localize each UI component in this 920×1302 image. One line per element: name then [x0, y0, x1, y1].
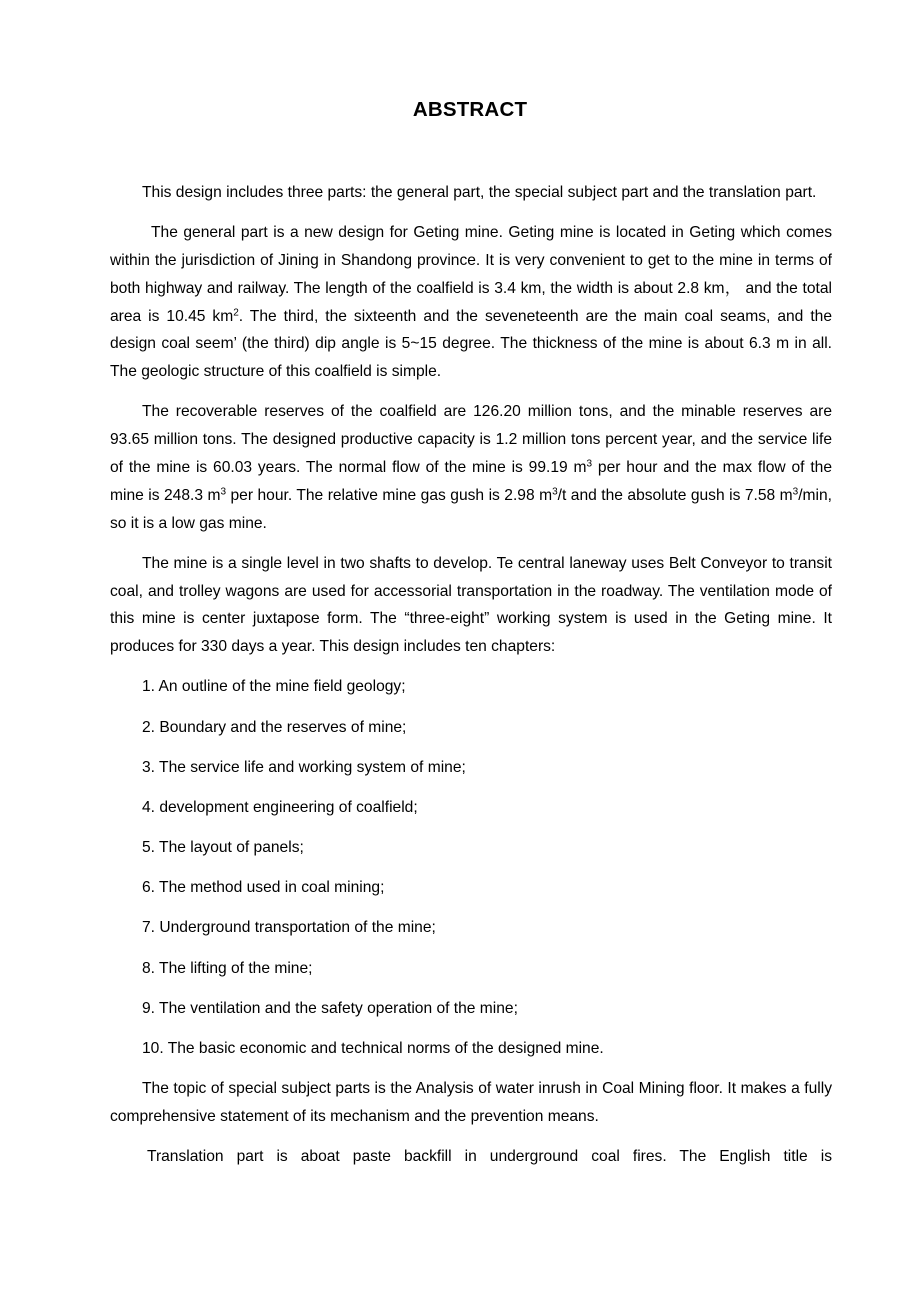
paragraph-reserves-text-a: The recoverable reserves of the coalfield are 126.20 million tons, and the minable reserves are 93.65 million tons. The designed productive capacity is 1.2 million tons percent year, and the service life of the mine is 60.03 years. The normal flow of the mine is 99.19 m [110, 403, 832, 476]
abstract-body [110, 179, 832, 1171]
paragraph-translation-part: Translation part is aboat paste backfill in underground coal fires. The English title is [147, 1148, 832, 1166]
paragraph-general-part [110, 219, 832, 386]
paragraph-reserves-text-c: per hour. The relative mine gas gush is 2.98 m [226, 486, 553, 504]
superscript-2: 2 [233, 307, 239, 319]
superscript-3: 3 [792, 486, 799, 498]
chapter-item: 3. The service life and working system of mine; [142, 758, 466, 776]
chapter-item: 8. The lifting of the mine; [142, 959, 313, 977]
paragraph-reserves-text-d: /t and the absolute gush is 7.58 m [557, 486, 793, 504]
chapter-item: 5. The layout of panels; [142, 839, 304, 857]
chapter-item: 2. Boundary and the reserves of mine; [142, 718, 407, 736]
paragraph-reserves-text-e: /min, so it is a low gas mine. [110, 486, 832, 532]
paragraph-overview: This design includes three parts: the general part, the special subject part and the translation part. [142, 184, 817, 201]
paragraph-general-part-text-b: . The third, the sixteenth and the seveneteenth are the main coal seams, and the design coal seem’ (the third) dip angle is 5~15 degree. The thickness of the mine is about 6.3 m in all. The geologic structure of this coalfield is simple. [110, 307, 832, 381]
paragraph-general-part-text-a: The general part is a new design for Geting mine. Geting mine is located in Geting which comes within the jurisdiction of Jining in Shandong province. It is very convenient to get to the mine in terms of both highway and railway. The length of the coalfield is 3.4 km, the width is about 2.8 km， and the total area is 10.45 km [110, 224, 832, 325]
paragraph-development: The mine is a single level in two shafts to develop. Te central laneway uses Belt Conveyor to transit coal, and trolley wagons are used for accessorial transportation in the roadway. The ventilation mode of this mine is center juxtapose form. The “three-eight” working system is used in the Geting mine. It produces for 330 days a year. This design includes ten chapters: [110, 554, 832, 656]
chapter-item: 10. The basic economic and technical norms of the designed mine. [142, 1040, 604, 1057]
paragraph-reserves-text-b: per hour and the max flow of the mine is 248.3 m [110, 458, 832, 504]
chapter-item: 6. The method used in coal mining; [142, 879, 385, 897]
paragraph-special-subject: The topic of special subject parts is the Analysis of water inrush in Coal Mining floor. It makes a fully comprehensive statement of its mechanism and the prevention means. [110, 1080, 832, 1125]
superscript-3: 3 [552, 486, 558, 498]
paragraph-reserves [110, 398, 832, 537]
superscript-3: 3 [220, 486, 227, 498]
chapter-item: 1. An outline of the mine field geology; [142, 678, 406, 696]
chapter-item: 7. Underground transportation of the mine; [142, 919, 436, 937]
superscript-3: 3 [586, 458, 593, 470]
chapter-item: 4. development engineering of coalfield; [142, 798, 418, 816]
abstract-heading: ABSTRACT [412, 98, 528, 121]
chapter-list [110, 673, 832, 1062]
chapter-item: 9. The ventilation and the safety operation of the mine; [142, 999, 518, 1017]
